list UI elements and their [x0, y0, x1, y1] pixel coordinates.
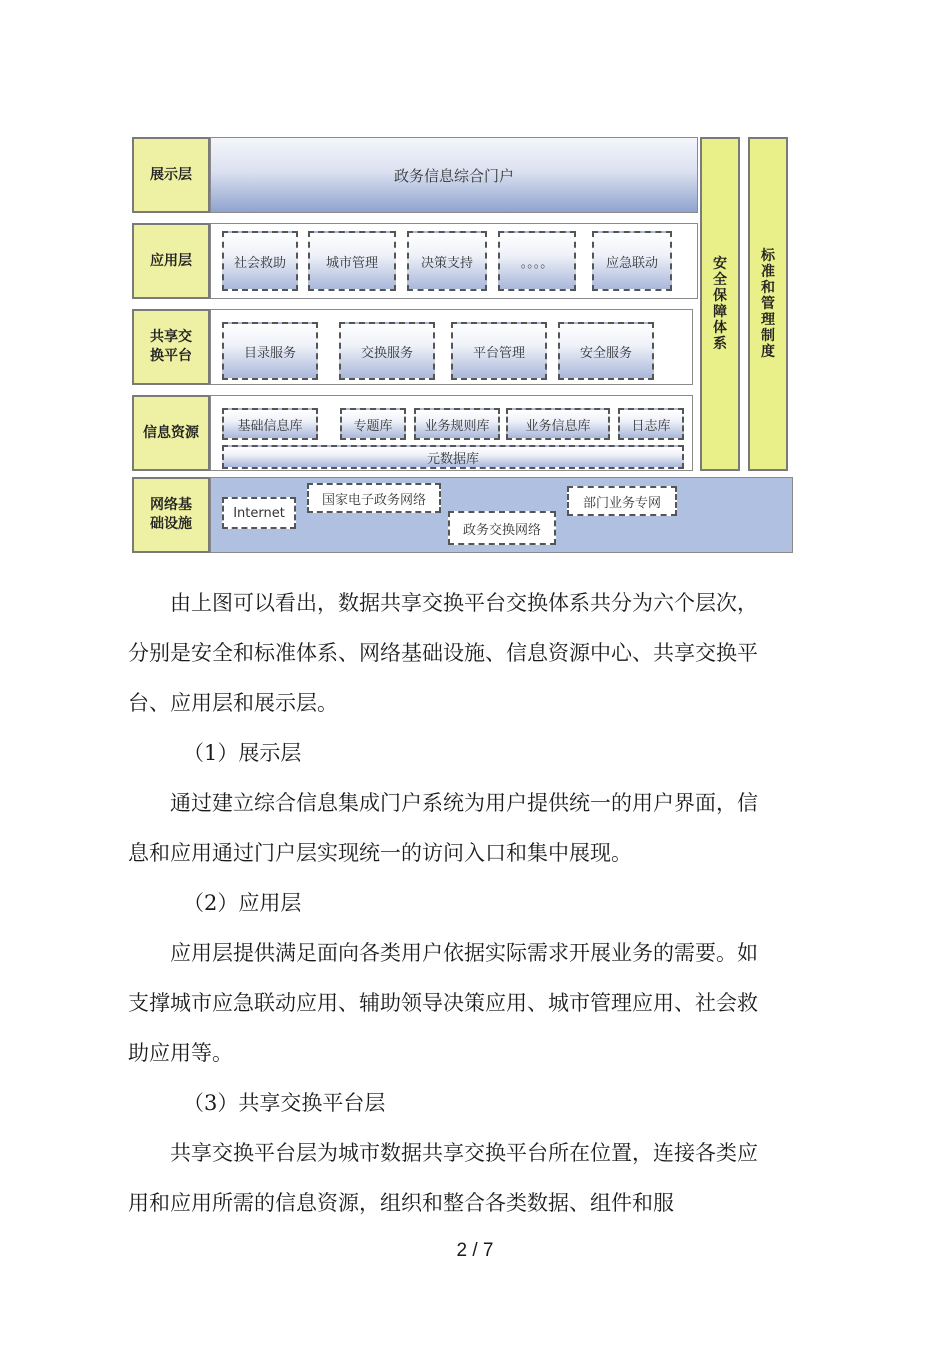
network-item-national: 国家电子政务网络 — [307, 483, 441, 513]
standards-column: 标准和管理制度 — [748, 137, 788, 471]
paragraph: 由上图可以看出，数据共享交换平台交换体系共分为六个层次，分别是安全和标准体系、网络基础设施、信息资源中心、共享交换平台、应用层和展示层。 — [128, 591, 758, 715]
resource-item: 基础信息库 — [222, 408, 318, 440]
section-heading: （1）展示层 — [183, 741, 302, 765]
metadata-item: 元数据库 — [222, 445, 684, 469]
layer-label-network: 网络基础设施 — [132, 477, 210, 553]
paragraph: 共享交换平台层为城市数据共享交换平台所在位置，连接各类应用和应用所需的信息资源，组织和整合各类数据、组件和服 — [128, 1141, 758, 1215]
network-item-internet: Internet — [222, 497, 296, 529]
app-item: 城市管理 — [308, 231, 396, 291]
page-number: 2 / 7 — [456, 1240, 494, 1261]
paragraph: 应用层提供满足面向各类用户依据实际需求开展业务的需要。如支撑城市应急联动应用、辅助领导决策应用、城市管理应用、社会救助应用等。 — [128, 941, 758, 1065]
section-heading: （2）应用层 — [183, 891, 302, 915]
layer-label-exchange: 共享交换平台 — [132, 309, 210, 385]
resource-item: 业务规则库 — [414, 408, 500, 440]
exchange-item: 交换服务 — [339, 322, 435, 380]
exchange-item: 目录服务 — [222, 322, 318, 380]
security-column: 安全保障体系 — [700, 137, 740, 471]
layer-label-display: 展示层 — [132, 137, 210, 213]
app-item: 。。。。 — [498, 231, 576, 291]
paragraph: 通过建立综合信息集成门户系统为用户提供统一的用户界面，信息和应用通过门户层实现统一的访问入口和集中展现。 — [128, 791, 758, 865]
architecture-diagram — [130, 133, 795, 553]
app-item: 决策支持 — [407, 231, 487, 291]
resource-item: 业务信息库 — [506, 408, 610, 440]
network-item-exchange: 政务交换网络 — [448, 511, 556, 545]
layer-label-application: 应用层 — [132, 223, 210, 299]
app-item: 社会救助 — [222, 231, 298, 291]
network-item-department: 部门业务专网 — [567, 486, 677, 516]
layer-label-resources: 信息资源 — [132, 395, 210, 471]
exchange-item: 平台管理 — [451, 322, 547, 380]
resource-item: 日志库 — [618, 408, 684, 440]
resource-item: 专题库 — [340, 408, 406, 440]
section-heading: （3）共享交换平台层 — [183, 1091, 386, 1115]
app-item: 应急联动 — [592, 231, 672, 291]
portal-box: 政务信息综合门户 — [210, 137, 698, 213]
exchange-item: 安全服务 — [558, 322, 654, 380]
body-text — [128, 578, 778, 1228]
